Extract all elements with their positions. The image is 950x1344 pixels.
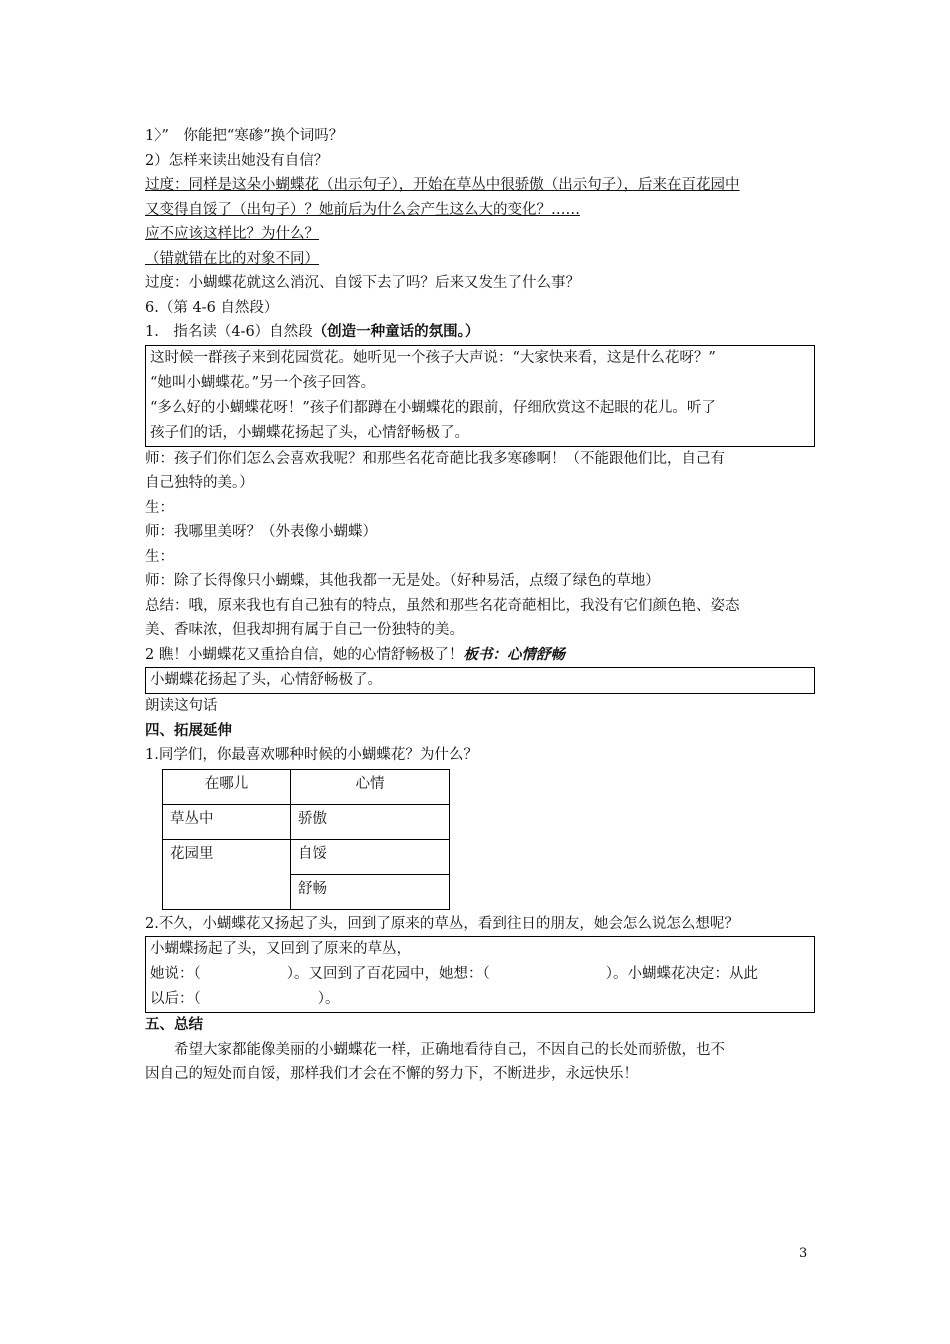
compare-answer: （错就错在比的对象不同） — [145, 250, 319, 267]
question-2: 2）怎样来读出她没有自信？ — [145, 152, 329, 169]
table-cell: 草丛中 — [163, 804, 291, 839]
mood-table — [162, 769, 450, 910]
excerpt-line: 孩子们的话，小蝴蝶花扬起了头，心情舒畅极了。 — [150, 424, 469, 441]
transition-text-1: 过度：同样是这朵小蝴蝶花（出示句子），开始在草丛中很骄傲（出示句子），后来在百花园中 — [145, 177, 740, 193]
dialog-line: 师：孩子们你们怎么会喜欢我呢？和那些名花奇葩比我多寒碜啊！（不能跟他们比，自己有 — [145, 450, 725, 467]
key-sentence-box — [145, 667, 815, 694]
table-row — [163, 839, 450, 874]
fill-in-line: 她说：（ ）。又回到了百花园中，她想：（ ）。小蝴蝶花决定：从此 — [150, 966, 758, 982]
transition-text-3: 过度：小蝴蝶花就这么消沉、自馁下去了吗？后来又发生了什么事？ — [145, 275, 580, 291]
table-cell: 舒畅 — [291, 874, 450, 909]
table-row — [163, 769, 450, 804]
fill-in-line: 以后：（ ）。 — [150, 991, 340, 1007]
question-1: 1〉” 你能把“寒碜”换个词吗？ — [145, 128, 344, 144]
confidence-line: 2 瞧！小蝴蝶花又重拾自信，她的心情舒畅极了！板书：心情舒畅 — [145, 645, 565, 663]
summary-line: 美、香味浓，但我却拥有属于自己一份独特的美。 — [145, 622, 464, 638]
reading-note: （创造一种童话的氛围。） — [312, 323, 480, 340]
summary-paragraph-line: 希望大家都能像美丽的小蝴蝶花一样，正确地看待自己，不因自己的长处而骄傲，也不 — [174, 1041, 725, 1058]
table-cell: 花园里 — [163, 839, 291, 909]
summary-line: 总结：哦，原来我也有自己独有的特点，虽然和那些名花奇葩相比，我没有它们颜色艳、姿态 — [145, 597, 740, 614]
blackboard-note: 板书：心情舒畅 — [463, 645, 565, 663]
document-page — [145, 124, 817, 1087]
section-heading-4: 四、拓展延伸 — [145, 721, 232, 739]
table-cell: 骄傲 — [291, 804, 450, 839]
fill-in-line: 小蝴蝶扬起了头，又回到了原来的草丛， — [150, 941, 411, 957]
compare-question: 应不应该这样比？为什么？ — [145, 226, 319, 242]
excerpt-line: “多么好的小蝴蝶花呀！”孩子们都蹲在小蝴蝶花的跟前，仔细欣赏这不起眼的花儿。听了 — [150, 399, 716, 416]
section-heading-5: 五、总结 — [145, 1016, 203, 1033]
table-header-cell: 心情 — [291, 769, 450, 804]
transition-text-2: 又变得自馁了（出句子）？她前后为什么会产生这么大的变化？…… — [145, 201, 580, 218]
fill-in-box — [145, 936, 815, 1013]
table-header-cell: 在哪儿 — [163, 769, 291, 804]
extension-question-2: 2.不久，小蝴蝶花又扬起了头，回到了原来的草丛，看到往日的朋友，她会怎么说怎么想呢？ — [145, 915, 739, 932]
section-paragraphs-4-6: 6.（第 4-6 自然段） — [145, 299, 279, 316]
dialog-line: 师：除了长得像只小蝴蝶，其他我都一无是处。（好种易活，点缀了绿色的草地） — [145, 573, 660, 589]
read-aloud-instruction: 朗读这句话 — [145, 698, 218, 714]
key-sentence: 小蝴蝶花扬起了头，心情舒畅极了。 — [150, 672, 382, 688]
dialog-line: 生： — [145, 499, 174, 516]
reading-instruction: 1. 指名读（4-6）自然段（创造一种童话的氛围。） — [145, 323, 480, 340]
excerpt-line: 这时候一群孩子来到花园赏花。她听见一个孩子大声说：“大家快来看，这是什么花呀？” — [150, 349, 716, 366]
dialog-line: 生： — [145, 548, 174, 565]
story-excerpt-box — [145, 345, 815, 447]
summary-paragraph-line: 因自己的短处而自馁，那样我们才会在不懈的努力下，不断进步，永远快乐！ — [145, 1066, 638, 1082]
page-number: 3 — [799, 1246, 808, 1261]
table-cell: 自馁 — [291, 839, 450, 874]
excerpt-line: “她叫小蝴蝶花。”另一个孩子回答。 — [150, 374, 376, 391]
dialog-line: 师：我哪里美呀？（外表像小蝴蝶） — [145, 524, 377, 540]
dialog-line: 自己独特的美。） — [145, 475, 254, 491]
table-row — [163, 804, 450, 839]
extension-question-1: 1.同学们，你最喜欢哪种时候的小蝴蝶花？为什么？ — [145, 747, 478, 763]
